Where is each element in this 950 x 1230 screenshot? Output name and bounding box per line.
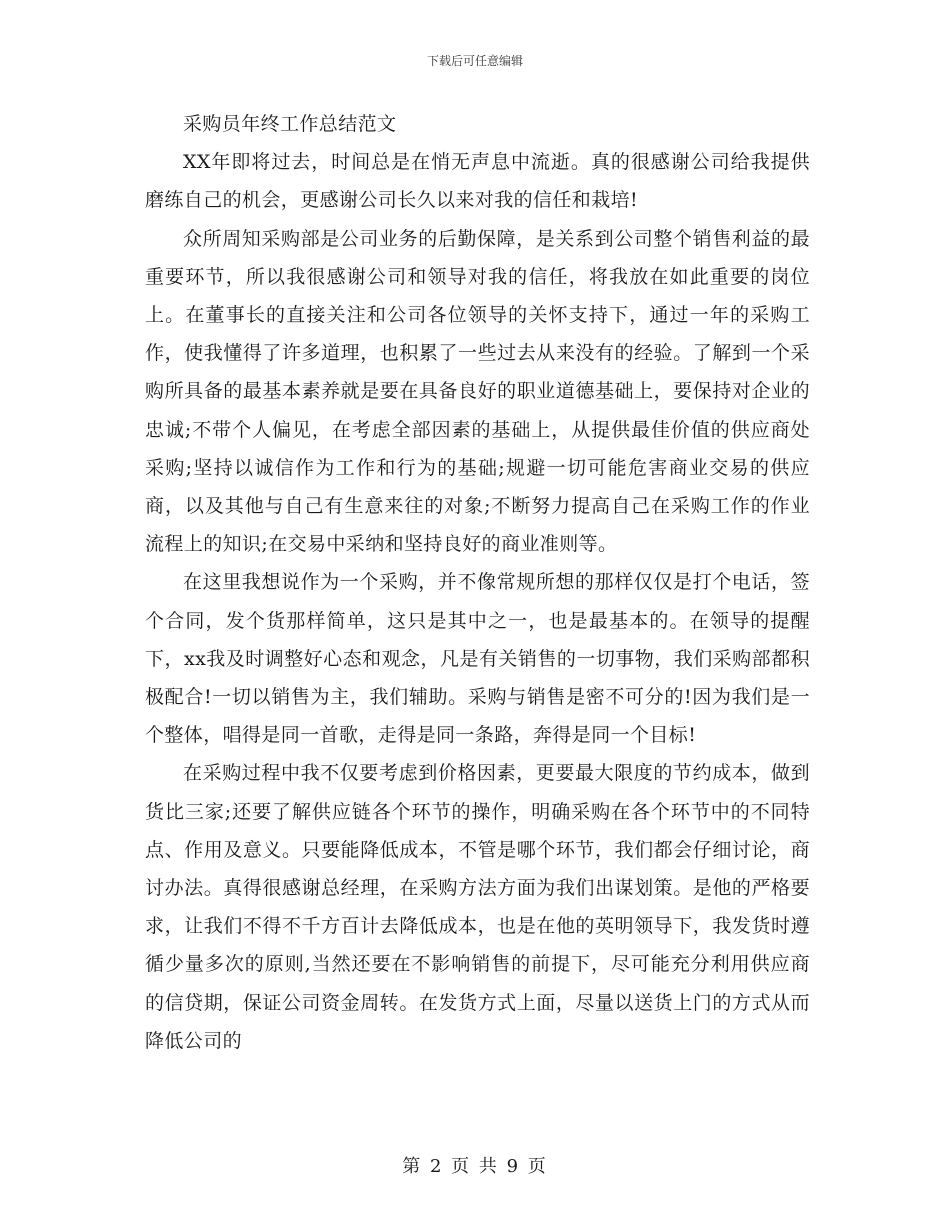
document-body	[145, 105, 810, 1060]
paragraph-2: 众所周知采购部是公司业务的后勤保障，是关系到公司整个销售利益的最重要环节，所以我很感谢公司和领导对我的信任，将我放在如此重要的岗位上。在董事长的直接关注和公司各位领导的关怀支持下，通过一年的采购工作，使我懂得了许多道理，也积累了一些过去从来没有的经验。了解到一个采购所具备的最基本素养就是要在具备良好的职业道德基础上，要保持对企业的忠诚;不带个人偏见，在考虑全部因素的基础上，从提供最佳价值的供应商处采购;坚持以诚信作为工作和行为的基础;规避一切可能危害商业交易的供应商，以及其他与自己有生意来往的对象;不断努力提高自己在采购工作的作业流程上的知识;在交易中采纳和坚持良好的商业准则等。	[145, 227, 810, 556]
paragraph-4: 在采购过程中我不仅要考虑到价格因素，更要最大限度的节约成本，做到货比三家;还要了解供应链各个环节的操作，明确采购在各个环节中的不同特点、作用及意义。只要能降低成本，不管是哪个环节，我们都会仔细讨论，商讨办法。真得很感谢总经理，在采购方法方面为我们出谋划策。是他的严格要求，让我们不得不千方百计去降低成本，也是在他的英明领导下，我发货时遵循少量多次的原则,当然还要在不影响销售的前提下，尽可能充分利用供应商的信贷期，保证公司资金周转。在发货方式上面，尽量以送货上门的方式从而降低公司的	[145, 762, 810, 1052]
document-title: 采购员年终工作总结范文	[183, 113, 397, 135]
paragraph-1: XX年即将过去，时间总是在悄无声息中流逝。真的很感谢公司给我提供磨练自己的机会，更感谢公司长久以来对我的信任和栽培!	[145, 151, 810, 212]
paragraph-3: 在这里我想说作为一个采购，并不像常规所想的那样仅仅是打个电话，签个合同，发个货那样简单，这只是其中之一，也是最基本的。在领导的提醒下，xx我及时调整好心态和观念，凡是有关销售的一切事物，我们采购部都积极配合!一切以销售为主，我们辅助。采购与销售是密不可分的!因为我们是一个整体，唱得是同一首歌，走得是同一条路，奔得是同一个目标!	[145, 571, 810, 747]
page-number-footer: 第 2 页 共 9 页	[402, 1156, 548, 1177]
header-note: 下载后可任意编辑	[426, 54, 523, 68]
